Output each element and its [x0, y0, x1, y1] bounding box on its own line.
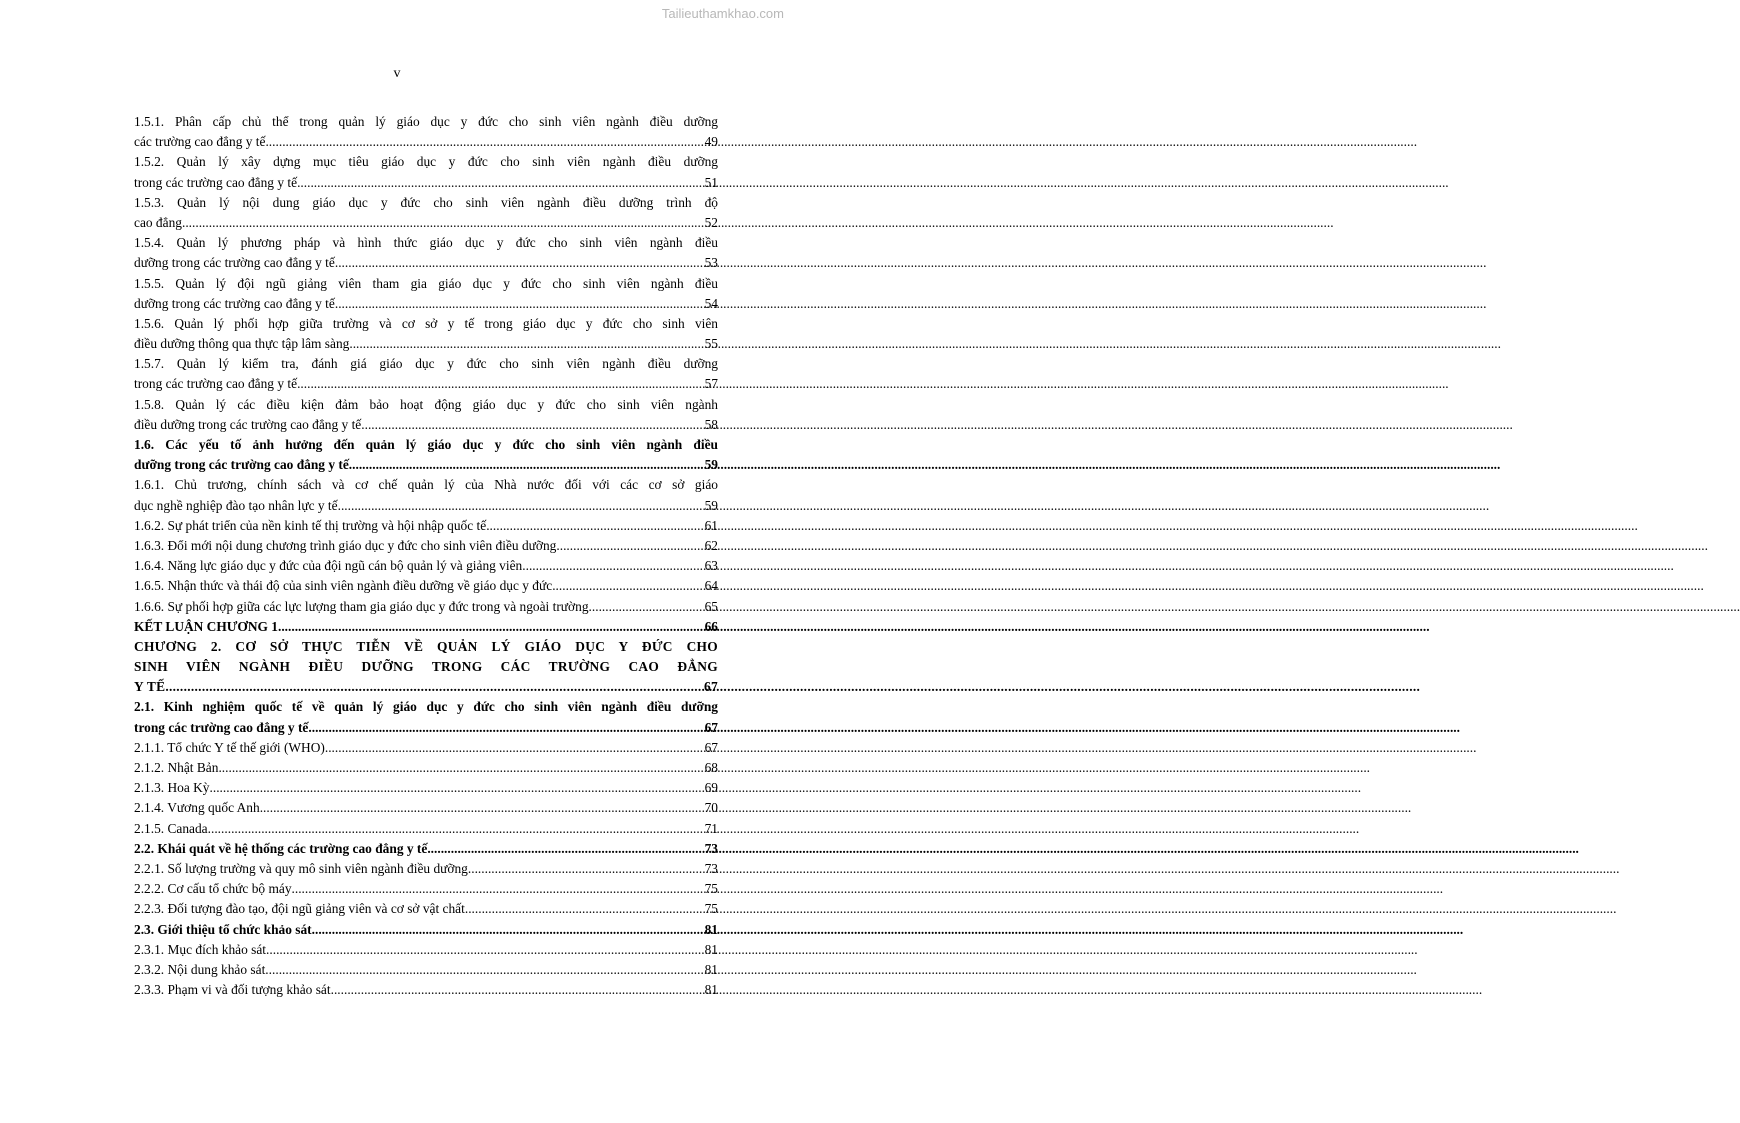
toc-entry-last-line [134, 536, 718, 556]
toc-entry-line: 1.5.2. Quản lý xây dựng mục tiêu giáo dục y đức cho sinh viên ngành điều dưỡng [134, 154, 718, 170]
dot-leader [218, 758, 703, 778]
toc-entry[interactable] [134, 314, 718, 354]
dot-leader [266, 940, 704, 960]
toc-page-number: 54 [704, 295, 718, 311]
toc-entry-line: 1.5.3. Quản lý nội dung giáo dục y đức cho sinh viên ngành điều dưỡng trình độ [134, 194, 718, 210]
toc-entry-line: 1.6. Các yếu tố ảnh hưởng đến quản lý giáo dục y đức cho sinh viên ngành điều [134, 437, 718, 452]
toc-entry-last-line [134, 132, 718, 152]
toc-entry[interactable] [134, 193, 718, 233]
toc-page-number: 65 [704, 598, 718, 614]
toc-page-number: 63 [704, 558, 718, 574]
toc-page-number: 81 [704, 982, 718, 998]
toc-page-number: 59 [704, 457, 718, 473]
toc-entry-last-line [134, 718, 718, 738]
toc-entry-title: 2.3.1. Mục đích khảo sát [134, 941, 267, 957]
dot-leader [265, 960, 703, 980]
toc-entry-last-line [134, 334, 718, 354]
dot-leader [349, 455, 704, 475]
toc-entry-last-line [134, 173, 718, 193]
toc-entry[interactable] [134, 556, 718, 576]
toc-entry-title: trong các trường cao đẳng y tế [134, 174, 298, 190]
toc-entry[interactable] [134, 395, 718, 435]
toc-page-number: 62 [704, 537, 718, 553]
toc-page-number: 49 [704, 134, 718, 150]
toc-entry-title: các trường cao đẳng y tế [134, 134, 266, 150]
toc-entry-title: 2.3. Giới thiệu tổ chức khảo sát [134, 921, 312, 937]
toc-entry[interactable] [134, 475, 718, 515]
toc-entry-title: điều dưỡng thông qua thực tập lâm sàng [134, 336, 350, 352]
toc-entry-last-line [134, 980, 718, 1000]
toc-entry-title: Y TẾ [134, 679, 166, 695]
toc-entry-last-line [134, 597, 718, 617]
toc-entry-title: 2.1.4. Vương quốc Anh [134, 800, 260, 816]
toc-page-number: 61 [704, 517, 718, 533]
toc-entry[interactable] [134, 617, 718, 637]
dot-leader [260, 798, 704, 818]
dot-leader [265, 132, 703, 152]
toc-entry-last-line [134, 940, 718, 960]
toc-entry-title: 1.6.6. Sự phối hợp giữa các lực lượng tham gia giáo dục y đức trong và ngoài trường [134, 598, 589, 614]
toc-page-number: 59 [704, 497, 718, 513]
toc-entry-title: 2.2.3. Đối tượng đào tạo, đội ngũ giảng viên và cơ sở vật chất [134, 901, 465, 917]
toc-entry-last-line [134, 738, 718, 758]
dot-leader [556, 536, 703, 556]
toc-entry-last-line [134, 839, 718, 859]
toc-entry-line: 1.5.8. Quản lý các điều kiện đảm bảo hoạt động giáo dục y đức cho sinh viên ngành [134, 396, 718, 412]
dot-leader [325, 738, 704, 758]
toc-entry-title: 2.1.5. Canada [134, 820, 208, 836]
toc-entry-title: dưỡng trong các trường cao đẳng y tế [134, 295, 335, 311]
dot-leader [278, 617, 704, 637]
toc-entry[interactable] [134, 112, 718, 152]
toc-entry[interactable] [134, 233, 718, 273]
toc-entry-last-line [134, 859, 718, 879]
toc-page-number: 67 [704, 719, 718, 735]
toc-entry-last-line [134, 677, 718, 697]
toc-page-number: 71 [704, 820, 718, 836]
toc-page-number: 52 [704, 214, 718, 230]
toc-entry[interactable] [134, 940, 718, 960]
dot-leader [308, 718, 703, 738]
toc-entry-title: cao đẳng [134, 214, 182, 230]
toc-entry-title: 2.3.3. Phạm vi và đối tượng khảo sát [134, 982, 331, 998]
watermark: Tailieuthamkhao.com [661, 6, 784, 21]
toc-entry[interactable] [134, 758, 718, 778]
toc-entry-line: 1.5.5. Quản lý đội ngũ giảng viên tham gia giáo dục y đức cho sinh viên ngành điều [134, 275, 718, 291]
toc-page-number: 81 [704, 961, 718, 977]
toc-entry[interactable] [134, 819, 718, 839]
toc-entry-title: 2.3.2. Nội dung khảo sát [134, 961, 266, 977]
toc-page-number: 73 [704, 840, 718, 856]
toc-page-number: 68 [704, 760, 718, 775]
toc-entry[interactable] [134, 576, 718, 596]
toc-page-number: 75 [704, 901, 718, 917]
toc-entry[interactable] [134, 597, 718, 617]
toc-entry-title: 1.6.3. Đổi mới nội dung chương trình giáo dục y đức cho sinh viên điều dưỡng [134, 537, 557, 553]
toc-entry-line: 1.5.1. Phân cấp chủ thể trong quản lý giáo dục y đức cho sinh viên ngành điều dưỡng [134, 114, 718, 129]
toc-entry-title: 1.6.5. Nhận thức và thái độ của sinh viên ngành điều dưỡng về giáo dục y đức [134, 578, 553, 594]
dot-leader [208, 819, 704, 839]
toc-entry-line: 1.5.7. Quản lý kiểm tra, đánh giá giáo dục y đức cho sinh viên ngành điều dưỡng [134, 356, 718, 372]
toc-entry-title: 2.1.2. Nhật Bản [134, 760, 219, 775]
toc-entry-line: 1.5.4. Quản lý phương pháp và hình thức giáo dục y đức cho sinh viên ngành điều [134, 235, 718, 251]
toc-entry[interactable] [134, 920, 718, 940]
dot-leader [338, 496, 704, 516]
dot-leader [486, 516, 703, 536]
dot-leader [312, 920, 704, 940]
dot-leader [468, 859, 704, 879]
toc-entry[interactable] [134, 839, 718, 859]
dot-leader [361, 415, 703, 435]
toc-entry-last-line [134, 213, 718, 233]
toc-entry[interactable] [134, 354, 718, 394]
dot-leader [335, 294, 704, 314]
table-of-contents [134, 112, 718, 1000]
toc-entry-title: dưỡng trong các trường cao đẳng y tế [134, 457, 349, 473]
toc-page-number: 81 [704, 921, 718, 937]
toc-entry[interactable] [134, 536, 718, 556]
toc-page-number: 73 [704, 860, 718, 876]
toc-page-number: 64 [704, 578, 718, 594]
toc-entry-last-line [134, 253, 718, 273]
toc-entry-last-line [134, 496, 718, 516]
toc-entry-last-line [134, 374, 718, 394]
toc-entry-last-line [134, 294, 718, 314]
toc-entry-last-line [134, 556, 718, 576]
dot-leader [522, 556, 703, 576]
dot-leader [465, 899, 704, 919]
toc-entry[interactable] [134, 152, 718, 192]
dot-leader [297, 173, 704, 193]
toc-entry-title: trong các trường cao đẳng y tế [134, 376, 298, 392]
toc-entry-title: 2.2.1. Số lượng trường và quy mô sinh viên ngành điều dưỡng [134, 860, 468, 876]
toc-page-number: 67 [704, 739, 718, 755]
toc-entry-line: CHƯƠNG 2. CƠ SỞ THỰC TIỄN VỀ QUẢN LÝ GIÁO DỤC Y ĐỨC CHO [134, 638, 718, 654]
toc-entry-last-line [134, 758, 718, 778]
toc-entry-last-line [134, 920, 718, 940]
toc-entry[interactable] [134, 738, 718, 758]
toc-page-number: 57 [704, 376, 718, 392]
toc-entry-title: dưỡng trong các trường cao đẳng y tế [134, 255, 335, 271]
dot-leader [349, 334, 703, 354]
toc-entry[interactable] [134, 435, 718, 475]
toc-entry-last-line [134, 899, 718, 919]
toc-entry[interactable] [134, 980, 718, 1000]
toc-page-number: 67 [704, 679, 718, 695]
toc-entry[interactable] [134, 899, 718, 919]
toc-entry-title: dục nghề nghiệp đào tạo nhân lực y tế [134, 497, 338, 513]
dot-leader [297, 374, 704, 394]
toc-entry-last-line [134, 415, 718, 435]
toc-entry-last-line [134, 879, 718, 899]
dot-leader [292, 879, 704, 899]
toc-entry-title: 2.2.2. Cơ cấu tổ chức bộ máy [134, 881, 292, 897]
toc-entry-last-line [134, 960, 718, 980]
toc-entry[interactable] [134, 960, 718, 980]
toc-entry[interactable] [134, 879, 718, 899]
toc-entry-title: 1.6.2. Sự phát triển của nền kinh tế thị trường và hội nhập quốc tế [134, 517, 487, 533]
toc-entry-last-line [134, 455, 718, 475]
toc-page-number: 69 [704, 780, 718, 796]
toc-page-number: 58 [704, 416, 718, 432]
dot-leader [335, 253, 704, 273]
toc-page-number: 75 [704, 881, 718, 897]
toc-page-number: 53 [704, 255, 718, 271]
dot-leader [210, 778, 704, 798]
page-number: v [393, 66, 401, 81]
toc-page-number: 70 [704, 800, 718, 816]
toc-entry[interactable] [134, 516, 718, 536]
toc-entry-last-line [134, 576, 718, 596]
toc-entry-title: 2.2. Khái quát về hệ thống các trường cao đẳng y tế [134, 840, 428, 856]
toc-page-number: 66 [704, 618, 718, 634]
toc-entry-last-line [134, 798, 718, 818]
toc-page-number: 51 [704, 174, 718, 190]
toc-entry[interactable] [134, 274, 718, 314]
toc-entry[interactable] [134, 697, 718, 737]
toc-entry-title: 1.6.4. Năng lực giáo dục y đức của đội ngũ cán bộ quản lý và giảng viên [134, 558, 523, 574]
toc-entry-title: điều dưỡng trong các trường cao đẳng y tế [134, 416, 362, 432]
toc-entry-title: trong các trường cao đẳng y tế [134, 719, 309, 735]
toc-entry[interactable] [134, 778, 718, 798]
dot-leader [182, 213, 704, 233]
dot-leader [331, 980, 704, 1000]
dot-leader [552, 576, 703, 596]
toc-entry-title: 2.1.3. Hoa Kỳ [134, 780, 210, 796]
dot-leader [427, 839, 703, 859]
toc-entry[interactable] [134, 798, 718, 818]
toc-entry-line: 2.1. Kinh nghiệm quốc tế về quản lý giáo dục y đức cho sinh viên ngành điều dưỡng [134, 699, 718, 715]
toc-entry[interactable] [134, 637, 718, 698]
toc-entry-last-line [134, 819, 718, 839]
toc-entry-last-line [134, 778, 718, 798]
toc-entry-last-line [134, 617, 718, 637]
dot-leader [589, 597, 704, 617]
dot-leader [165, 677, 703, 697]
toc-page-number: 81 [704, 941, 718, 957]
toc-entry-title: 2.1.1. Tổ chức Y tế thế giới (WHO) [134, 739, 325, 755]
toc-entry[interactable] [134, 859, 718, 879]
toc-entry-title: KẾT LUẬN CHƯƠNG 1 [134, 618, 278, 634]
toc-entry-line: SINH VIÊN NGÀNH ĐIỀU DƯỠNG TRONG CÁC TRƯỜNG CAO ĐẲNG [134, 659, 718, 675]
toc-entry-line: 1.6.1. Chủ trương, chính sách và cơ chế quản lý của Nhà nước đối với các cơ sở giáo [134, 477, 718, 493]
toc-page-number: 55 [704, 336, 718, 352]
toc-entry-last-line [134, 516, 718, 536]
toc-entry-line: 1.5.6. Quản lý phối hợp giữa trường và cơ sở y tế trong giáo dục y đức cho sinh viên [134, 315, 718, 331]
